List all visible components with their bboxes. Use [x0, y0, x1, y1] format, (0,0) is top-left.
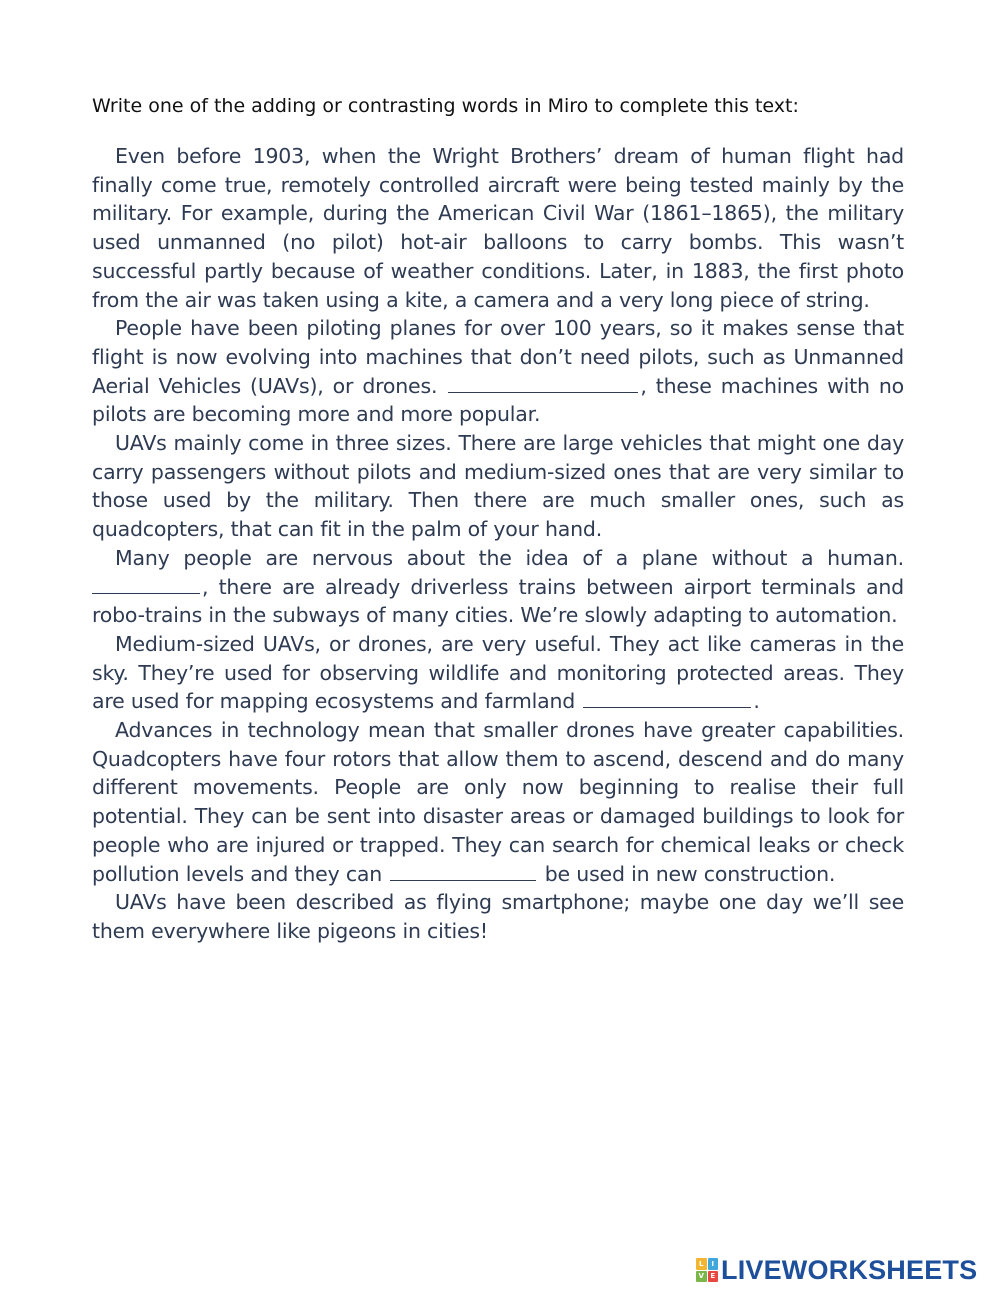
paragraph-nervous — [92, 544, 904, 630]
paragraph-medium-uavs-text-before: Medium-sized UAVs, or drones, are very useful. They act like cameras in the sky. They’re used for observing wildlife and monitoring protected areas. They are used for mapping ecosystems and farmland — [92, 631, 904, 714]
answer-blank-2[interactable] — [92, 574, 200, 594]
instruction-text: Write one of the adding or contrasting words in Miro to complete this text: — [92, 95, 799, 117]
paragraph-advances-text-after: be used in new construction. — [544, 861, 836, 886]
paragraph-advances — [92, 716, 904, 888]
logo-mark-l: L — [696, 1258, 707, 1270]
paragraph-medium-uavs — [92, 630, 904, 716]
answer-blank-3[interactable] — [583, 688, 751, 708]
paragraph-nervous-text-before: Many people are nervous about the idea of a plane without a human. — [115, 545, 904, 570]
paragraph-piloting-text-before: People have been piloting planes for over 100 years, so it makes sense that flight is now evolving into machines that don’t need pilots, such as Unmanned Aerial Vehicles (UAVs), or drones. — [92, 316, 904, 398]
paragraph-sizes: UAVs mainly come in three sizes. There are large vehicles that might one day carry passengers without pilots and medium-sized ones that are very similar to those used by the military. Then there are much smaller ones, such as quadcopters, that can fit in the palm of your hand. — [92, 431, 904, 542]
paragraph-nervous-text-after: , there are already driverless trains between airport terminals and robo-trains in the subways of many cities. We’re slowly adapting to automation. — [92, 574, 904, 628]
paragraph-medium-uavs-text-after: . — [753, 689, 760, 714]
logo-mark-v: V — [696, 1271, 707, 1283]
answer-blank-4[interactable] — [390, 861, 536, 881]
paragraph-history: Even before 1903, when the Wright Brothers’ dream of human flight had finally come true, remotely controlled aircraft were being tested mainly by the military. For example, during the American Civil War (1861–1865), the military used unmanned (no pilot) hot-air balloons to carry bombs. This wasn’t successful partly because of weather conditions. Later, in 1883, the first photo from the air was taken using a kite, a camera and a very long piece of string. — [92, 144, 904, 312]
liveworksheets-mark-icon — [696, 1258, 718, 1282]
paragraph-piloting-text-after: , these machines with no pilots are becoming more and more popular. — [92, 373, 904, 427]
paragraph-piloting — [92, 314, 904, 429]
logo-mark-i: I — [708, 1258, 719, 1270]
liveworksheets-logo — [696, 1256, 977, 1284]
paragraph-advances-text-before: Advances in technology mean that smaller drones have greater capabilities. Quadcopters have four rotors that allow them to ascend, descend and do many different movements. People are only now beginning to realise their full potential. They can be sent into disaster areas or damaged buildings to look for people who are injured or trapped. They can search for chemical leaks or check pollution levels and they can — [92, 718, 904, 886]
worksheet — [92, 92, 904, 946]
answer-blank-1[interactable] — [448, 373, 638, 393]
liveworksheets-wordmark: LIVEWORKSHEETS — [721, 1255, 978, 1285]
logo-mark-e: E — [708, 1271, 719, 1283]
paragraph-smartphone: UAVs have been described as flying smartphone; maybe one day we’ll see them everywhere like pigeons in cities! — [92, 890, 904, 943]
